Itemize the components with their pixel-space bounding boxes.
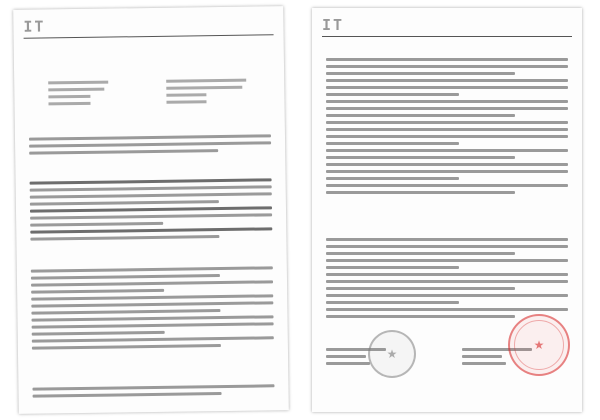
company-seal — [508, 314, 570, 376]
b-liability-text — [326, 238, 568, 322]
page-footer — [19, 404, 289, 408]
contract-page-1 — [13, 6, 289, 414]
breach-text — [326, 58, 568, 198]
contract-page-2 — [312, 8, 582, 412]
party-a-address — [48, 88, 104, 92]
party-a-rights-text — [31, 266, 274, 353]
party-a-line — [48, 81, 108, 85]
party-b-address — [166, 86, 242, 90]
party-a-stamp — [368, 330, 416, 378]
party-a-phone — [48, 95, 90, 99]
document-title — [14, 46, 284, 50]
company-logo: IT — [322, 16, 345, 34]
party-b-phone — [166, 93, 206, 97]
company-logo: IT — [23, 17, 46, 36]
party-b-fax — [166, 100, 206, 104]
stamp-star-icon: ★ — [386, 347, 398, 361]
party-b-line — [166, 79, 246, 83]
seal-star-icon: ★ — [533, 338, 545, 352]
page-header — [23, 14, 273, 38]
preamble-text — [29, 134, 271, 158]
definitions-text — [30, 178, 273, 244]
page-header — [322, 16, 572, 37]
party-a-fax — [48, 102, 90, 106]
party-b-rights-text — [32, 384, 274, 401]
